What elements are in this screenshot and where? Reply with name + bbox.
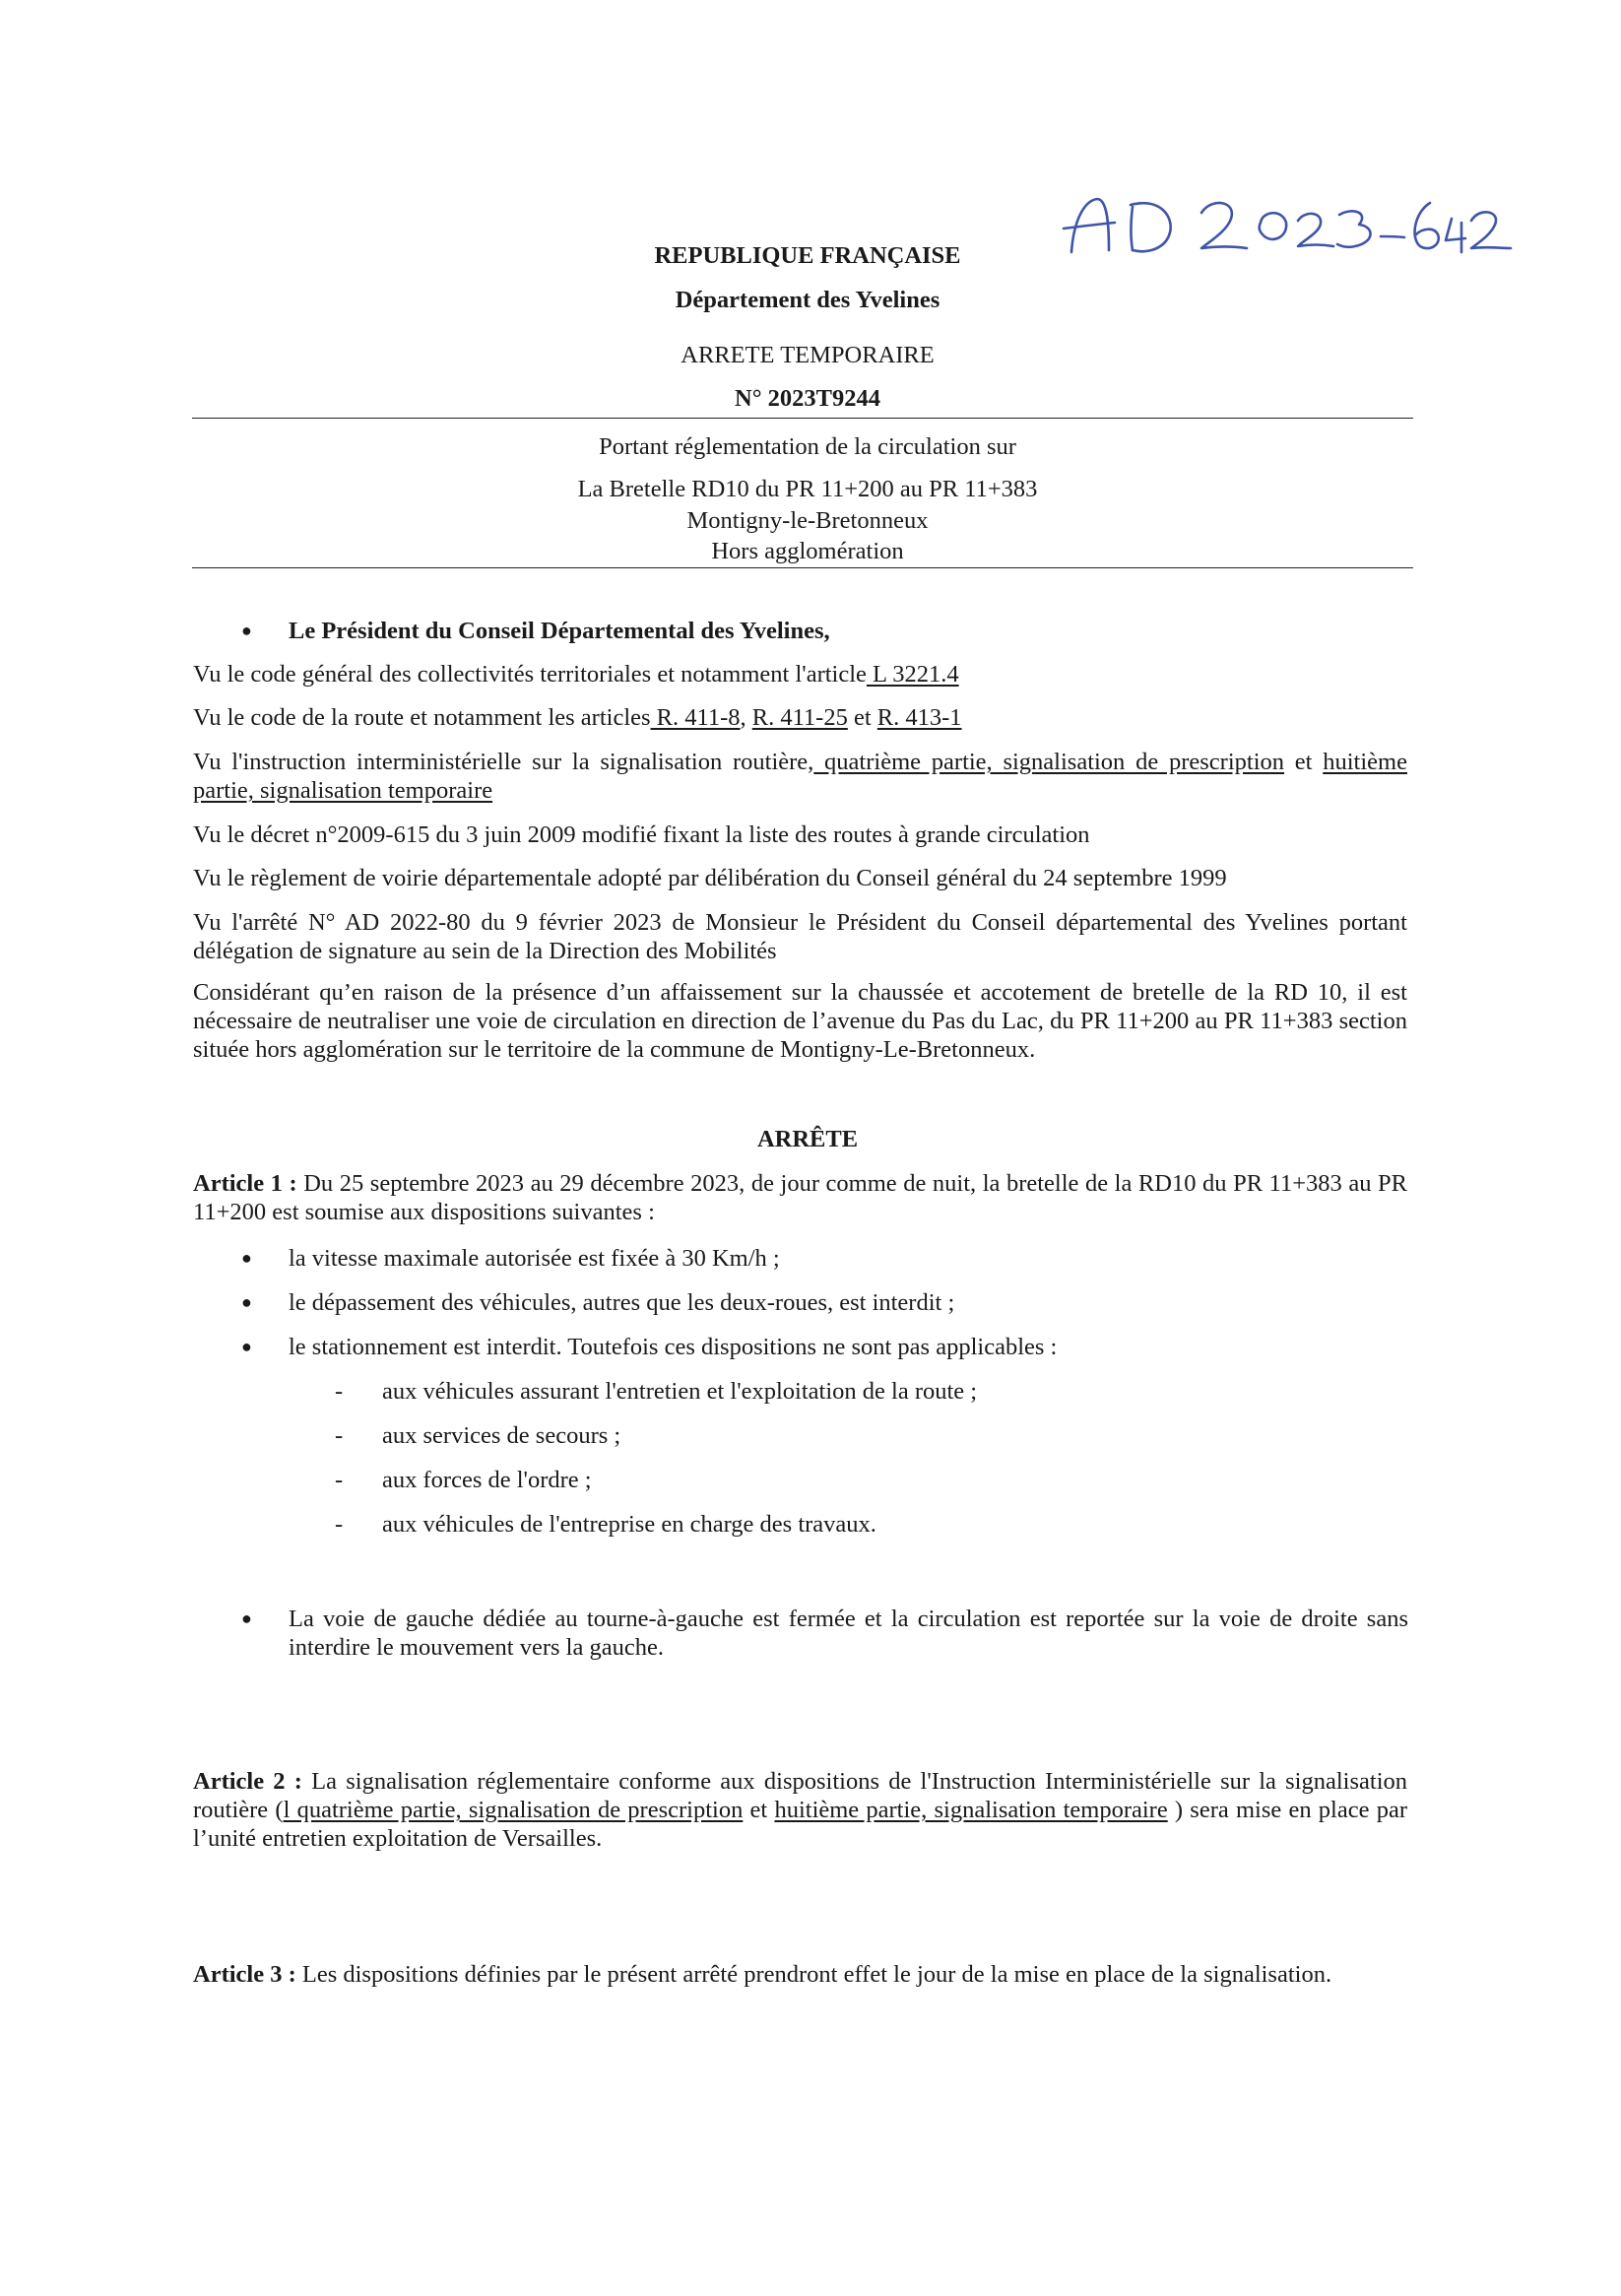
ref-quatrieme-partie-art2: l quatrième partie, signalisation de prescription <box>283 1797 744 1823</box>
header-rule-bottom <box>192 567 1413 568</box>
vu-code-route: Vu le code de la route et notamment les articles R. 411-8, R. 411-25 et R. 413-1 <box>193 704 962 731</box>
decision-heading: ARRÊTE <box>756 1126 859 1152</box>
bullet-marker: ● <box>241 1608 252 1628</box>
subject-line-4: Hors agglomération <box>711 538 904 564</box>
vu-decret: Vu le décret n°2009-615 du 3 juin 2009 modifié fixant la liste des routes à grande circulation <box>193 821 1090 848</box>
rule-parking: le stationnement est interdit. Toutefois ces dispositions ne sont pas applicables : <box>289 1334 1058 1360</box>
vu-reglement-voirie: Vu le règlement de voirie départementale adopté par délibération du Conseil général du 24 septembre 1999 <box>193 865 1227 891</box>
dash-marker: - <box>335 1511 344 1538</box>
bullet-marker: ● <box>241 1248 252 1268</box>
ref-huitieme-partie-art2: huitième partie, signalisation temporaire <box>774 1797 1168 1823</box>
article-2: Article 2 : La signalisation réglementaire conforme aux dispositions de l'Instruction Interministérielle sur la signalisation routière (l quatrième partie, signalisation de prescription et huitième partie, signalisation temporaire ) sera mise en place par l’unité entretien exploitation de Versailles. <box>193 1768 1407 1852</box>
subject-line-2: La Bretelle RD10 du PR 11+200 au PR 11+383 <box>577 476 1038 502</box>
considerant: Considérant qu’en raison de la présence d’un affaissement sur la chaussée et accotement de bretelle de la RD 10, il est nécessaire de neutraliser une voie de circulation en direction de l’avenue du Pas du Lac, du PR 11+200 au PR 11+383 section située hors agglomération sur le territoire de la commune de Montigny-Le-Bretonneux. <box>193 979 1407 1063</box>
ref-r413-1: R. 413-1 <box>876 704 962 731</box>
dash-marker: - <box>335 1422 344 1449</box>
president-line: Le Président du Conseil Départemental des Yvelines, <box>289 618 830 644</box>
republic-title: REPUBLIQUE FRANÇAISE <box>654 242 961 269</box>
vu-instruction: Vu l'instruction interministérielle sur la signalisation routière, quatrième partie, signalisation de prescription et huitième partie, signalisation temporaire <box>193 749 1407 804</box>
ref-r411-8: R. 411-8 <box>650 704 741 731</box>
act-type: ARRETE TEMPORAIRE <box>681 342 935 368</box>
article-3-label: Article 3 : <box>193 1961 296 1988</box>
subject-line-1: Portant réglementation de la circulation sur <box>599 433 1016 460</box>
exception-contractor: aux véhicules de l'entreprise en charge des travaux. <box>382 1511 876 1538</box>
exception-maintenance: aux véhicules assurant l'entretien et l'exploitation de la route ; <box>382 1378 978 1405</box>
article-1-label: Article 1 : <box>193 1170 297 1197</box>
article-1: Article 1 : Du 25 septembre 2023 au 29 décembre 2023, de jour comme de nuit, la bretelle de la RD10 du PR 11+383 au PR 11+200 est soumise aux dispositions suivantes : <box>193 1170 1408 1225</box>
bullet-marker: ● <box>241 1337 252 1356</box>
ref-huitieme-partie: huitième partie, signalisation temporaire <box>193 749 1407 804</box>
rule-speed: la vitesse maximale autorisée est fixée à 30 Km/h ; <box>289 1245 780 1272</box>
header-rule-top <box>192 418 1413 419</box>
vu-code-collectivites: Vu le code général des collectivités territoriales et notamment l'article L 3221.4 <box>193 661 959 688</box>
dash-marker: - <box>335 1467 344 1493</box>
department-title: Département des Yvelines <box>675 287 940 313</box>
vu-arrete-delegation: Vu l'arrêté N° AD 2022-80 du 9 février 2023 de Monsieur le Président du Conseil départemental des Yvelines portant délégation de signature au sein de la Direction des Mobilités <box>193 909 1407 964</box>
article-2-label: Article 2 : <box>193 1768 302 1795</box>
rule-left-lane: La voie de gauche dédiée au tourne-à-gauche est fermée et la circulation est reportée sur la voie de droite sans interdire le mouvement vers la gauche. <box>289 1606 1408 1661</box>
ref-r411-25: R. 411-25 <box>751 704 848 731</box>
exception-police: aux forces de l'ordre ; <box>382 1467 592 1493</box>
ref-quatrieme-partie: quatrième partie, signalisation de prescription <box>813 749 1285 775</box>
bullet-marker: ● <box>241 1292 252 1312</box>
bullet-marker: ● <box>241 621 252 640</box>
ref-l3221: L 3221.4 <box>866 661 959 688</box>
subject-line-3: Montigny-le-Bretonneux <box>686 507 929 534</box>
rule-overtaking: le dépassement des véhicules, autres que les deux-roues, est interdit ; <box>289 1289 955 1316</box>
act-number: N° 2023T9244 <box>735 385 880 412</box>
exception-rescue: aux services de secours ; <box>382 1422 621 1449</box>
article-3: Article 3 : Les dispositions définies par le présent arrêté prendront effet le jour de la mise en place de la signalisation. <box>193 1961 1332 1988</box>
dash-marker: - <box>335 1378 344 1405</box>
